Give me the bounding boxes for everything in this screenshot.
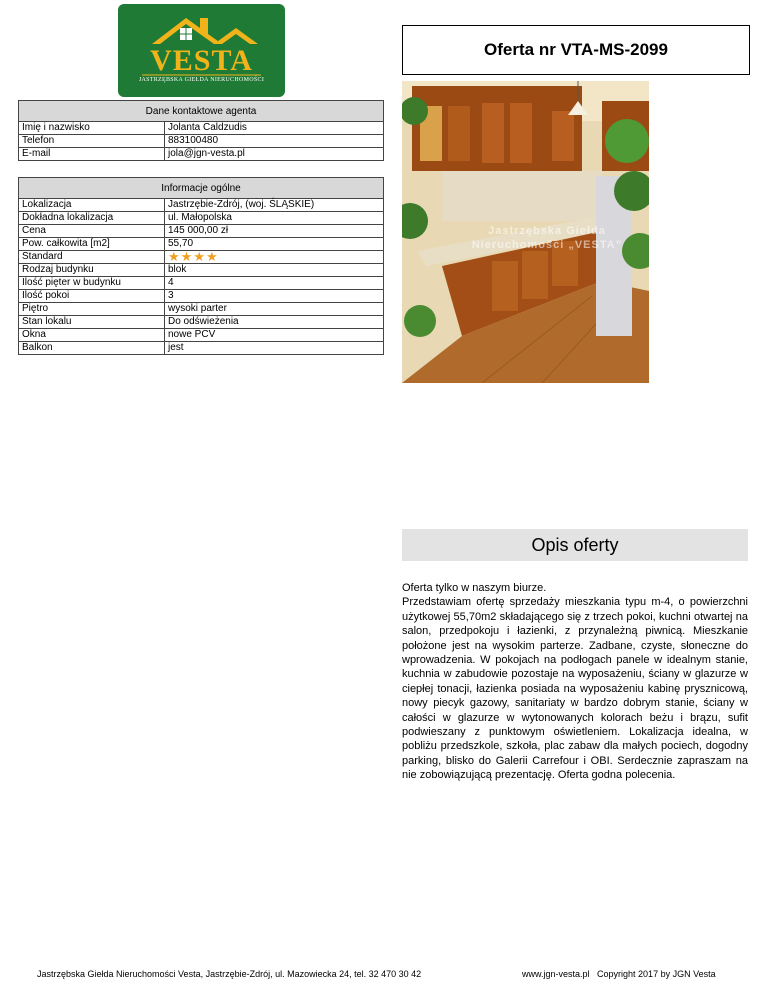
info-label: Lokalizacja	[19, 199, 165, 212]
star-icon: ★	[180, 249, 193, 264]
table-row	[19, 251, 384, 264]
general-info-table	[18, 177, 384, 355]
info-value: blok	[165, 264, 384, 277]
table-row	[19, 303, 384, 316]
photo-watermark	[442, 224, 649, 252]
footer-copyright: www.jgn-vesta.pl Copyright 2017 by JGN Vesta	[522, 969, 716, 979]
star-rating	[168, 251, 218, 262]
logo-subtitle: JASTRZĘBSKA GIEŁDA NIERUCHOMOŚCI	[138, 77, 265, 83]
info-label: Standard	[19, 251, 165, 264]
info-label: Ilość pokoi	[19, 290, 165, 303]
star-icon: ★	[193, 249, 205, 264]
info-value: Jastrzębie-Zdrój, (woj. ŚLĄSKIE)	[165, 199, 384, 212]
info-label: Ilość pięter w budynku	[19, 277, 165, 290]
table-row	[19, 212, 384, 225]
info-value: 4	[165, 277, 384, 290]
table-row	[19, 135, 384, 148]
description-body	[402, 581, 748, 783]
footer-address: Jastrzębska Giełda Nieruchomości Vesta, Jastrzębie-Zdrój, ul. Mazowiecka 24, tel. 32 470 30 42	[37, 969, 422, 979]
general-header: Informacje ogólne	[19, 178, 384, 199]
table-row	[19, 225, 384, 238]
watermark-line2: Nieruchomości „VESTA”	[471, 239, 623, 251]
table-row	[19, 342, 384, 355]
info-label: Balkon	[19, 342, 165, 355]
star-icon: ★	[168, 249, 180, 264]
info-value: 55,70	[165, 238, 384, 251]
description-intro: Oferta tylko w naszym biurze.	[402, 582, 547, 594]
info-label: Cena	[19, 225, 165, 238]
info-label: Piętro	[19, 303, 165, 316]
property-photo	[402, 81, 649, 383]
info-label: Pow. całkowita [m2]	[19, 238, 165, 251]
contact-label: Imię i nazwisko	[19, 122, 165, 135]
contact-value: 883100480	[165, 135, 384, 148]
table-row	[19, 264, 384, 277]
info-value: nowe PCV	[165, 329, 384, 342]
star-icon: ★	[205, 249, 218, 264]
table-row	[19, 148, 384, 161]
table-row	[19, 329, 384, 342]
info-label: Okna	[19, 329, 165, 342]
info-value: Do odświeżenia	[165, 316, 384, 329]
company-logo	[118, 4, 285, 97]
table-row	[19, 316, 384, 329]
info-value: wysoki parter	[165, 303, 384, 316]
contact-value: Jolanta Caldzudis	[165, 122, 384, 135]
info-value: 145 000,00 zł	[165, 225, 384, 238]
table-row	[19, 199, 384, 212]
description-header: Opis oferty	[402, 529, 748, 561]
info-label: Stan lokalu	[19, 316, 165, 329]
info-label: Dokładna lokalizacja	[19, 212, 165, 225]
info-value: jest	[165, 342, 384, 355]
contact-label: E-mail	[19, 148, 165, 161]
table-row	[19, 277, 384, 290]
contact-value: jola@jgn-vesta.pl	[165, 148, 384, 161]
contact-label: Telefon	[19, 135, 165, 148]
description-text: Przedstawiam ofertę sprzedaży mieszkania typu m-4, o powierzchni użytkowej 55,70m2 składającego się z trzech pokoi, kuchni otwartej na salon, przedpokoju i łazienki, z przynależną piwnicą. Mieszkanie położone jest na wysokim parterze. Zadbane, czyste, słoneczne do wprowadzenia. W pokojach na podłogach panele w idealnym stanie, kuchnia w zabudowie pozostaje na wyposażeniu, ściany w glazurze w ciepłej tonacji, łazienka posiada na wyposażeniu kabinę prysznicową, nowy piecyk gazowy, sanitariaty w bardzo dobrym stanie, ściany w całości w glazurze w wytonowanych kolorach beżu i brązu, sufit podwieszany z punktowym oświetleniem. Lokalizacja idealna, w pobliżu przedszkole, szkoła, plac zabaw dla małych pociech, dogodny parking, blisko do Galerii Carrefour i OBI. Serdecznie zapraszam na nie zobowiązującą prezentację. Oferta godna polecenia.	[402, 596, 748, 782]
contact-header: Dane kontaktowe agenta	[19, 101, 384, 122]
info-value: 3	[165, 290, 384, 303]
logo-name: VESTA	[150, 44, 253, 77]
info-value: ul. Małopolska	[165, 212, 384, 225]
watermark-line1: Jastrzębska Giełda	[488, 225, 606, 237]
table-row	[19, 290, 384, 303]
standard-rating	[165, 251, 384, 264]
offer-title: Oferta nr VTA-MS-2099	[402, 25, 750, 75]
info-label: Rodzaj budynku	[19, 264, 165, 277]
contact-table	[18, 100, 384, 161]
table-row	[19, 122, 384, 135]
